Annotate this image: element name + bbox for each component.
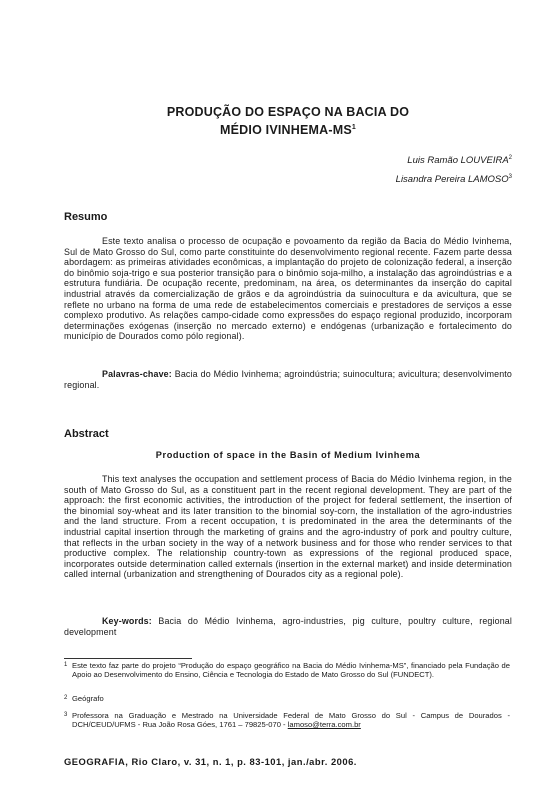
abstract-keywords bbox=[64, 616, 512, 637]
author-list bbox=[396, 150, 512, 188]
title-footnote-mark: 1 bbox=[351, 124, 356, 131]
author-1 bbox=[396, 150, 512, 169]
author-2 bbox=[396, 169, 512, 188]
resumo-heading: Resumo bbox=[64, 211, 108, 223]
title-line-2 bbox=[64, 120, 512, 138]
abstract-title: Production of space in the Basin of Medium Ivinhema bbox=[155, 450, 421, 460]
title-line-2-text: MÉDIO IVINHEMA-MS bbox=[220, 123, 352, 138]
title-line-1: PRODUÇÃO DO ESPAÇO NA BACIA DO bbox=[166, 105, 410, 119]
footnote-3-body: Professora na Graduação e Mestrado na Universidade Federal de Mato Grosso do Sul - Campus de Dourados - DCH/CEUD/UFMS - Rua João Rosa Góes, 1761 – 79825-070 - bbox=[72, 711, 510, 730]
author-1-name: Luis Ramão LOUVEIRA bbox=[407, 155, 509, 167]
footnote-2-num: 2 bbox=[64, 695, 68, 701]
footnote-3-text bbox=[72, 711, 510, 730]
author-email-link[interactable]: lamoso@terra.com.br bbox=[287, 720, 361, 730]
author-2-name: Lisandra Pereira LAMOSO bbox=[395, 174, 509, 186]
journal-citation: GEOGRAFIA, Rio Claro, v. 31, n. 1, p. 83-101, jan./abr. 2006. bbox=[64, 756, 357, 767]
abstract-keywords-label: Key-words: bbox=[102, 616, 152, 626]
footnote-2-text: Geógrafo bbox=[72, 694, 104, 703]
author-1-mark: 2 bbox=[508, 155, 512, 161]
resumo-keywords-label: Palavras-chave: bbox=[102, 369, 172, 379]
resumo-keywords-text: Bacia do Médio Ivinhema; agroindústria; suinocultura; avicultura; desenvolvimento regional. bbox=[64, 369, 512, 390]
footnote-3 bbox=[64, 711, 512, 730]
paper-title bbox=[64, 104, 512, 138]
abstract-heading: Abstract bbox=[64, 428, 109, 440]
footnote-1-num: 1 bbox=[64, 662, 68, 668]
footnote-divider bbox=[64, 658, 192, 659]
resumo-body: Este texto analisa o processo de ocupação e povoamento da região da Bacia do Médio Ivinhema, Sul de Mato Grosso do Sul, como parte constituinte do desenvolvimento regional recente. Fazem parte dessa abordagem: as primeiras atividades econômicas, a implantação do projeto de colonização federal, a inserção do binômio soja-trigo e sua posterior transição para o binômio soja-milho, a instalação das agroindústrias e a estrutura fundiária. De ocupação recente, predominam, na área, os determinantes da inserção do capital industrial através da comercialização de grãos e da agroindústria da suinocultura e da avicultura, que se reflete no urbano na forma de uma rede de estabelecimentos comerciais e prestadores de serviços a esse complexo produtivo. As relações campo-cidade como expressões do espaço regional produzido, incorporam determinações exógenas (inserção no mercado externo) e endógenas (urbanização e fortalecimento do município de Dourados como pólo regional). bbox=[64, 236, 512, 342]
footnote-1 bbox=[64, 661, 512, 680]
author-2-mark: 3 bbox=[508, 174, 512, 181]
footnote-1-text: Este texto faz parte do projeto “Produção do espaço geográfico na Bacia do Médio Ivinhema-MS”, financiado pela Fundação de Apoio ao Desenvolvimento do Ensino, Ciência e Tecnologia do Estado de Mato Grosso do Sul (FUNDECT). bbox=[72, 661, 510, 680]
footnote-3-num: 3 bbox=[64, 712, 68, 718]
abstract-keywords-text: Bacia do Médio Ivinhema, agro-industries, pig culture, poultry culture, regional development bbox=[64, 616, 512, 637]
footnote-2 bbox=[64, 694, 512, 703]
resumo-keywords bbox=[64, 369, 512, 390]
abstract-body: This text analyses the occupation and settlement process of Bacia do Médio Ivinhema region, in the south of Mato Grosso do Sul, as a constituent part in the recent regional development. They are part of the approach: the first economic activities, the introduction of the project for federal settlement, the insertion of the binomial soy-wheat and its later transition to the binomial soy-corn, the installation of the agro-industries and the land structure. From a recent occupation, t is predominated in the area the determinants of the industrial capital insertion through the marketing of grains and the agro-industry of pork and poultry culture, that reflects in the urban society in the way of a network business and for those who render services to that productive complex. The relationship country-town as expressions of the regional produced space, incorporates outside determination called externals (insertion in the external market) and inside determination called internal (urbanization and strengthening of Dourados city as a regional pole). bbox=[64, 474, 512, 580]
